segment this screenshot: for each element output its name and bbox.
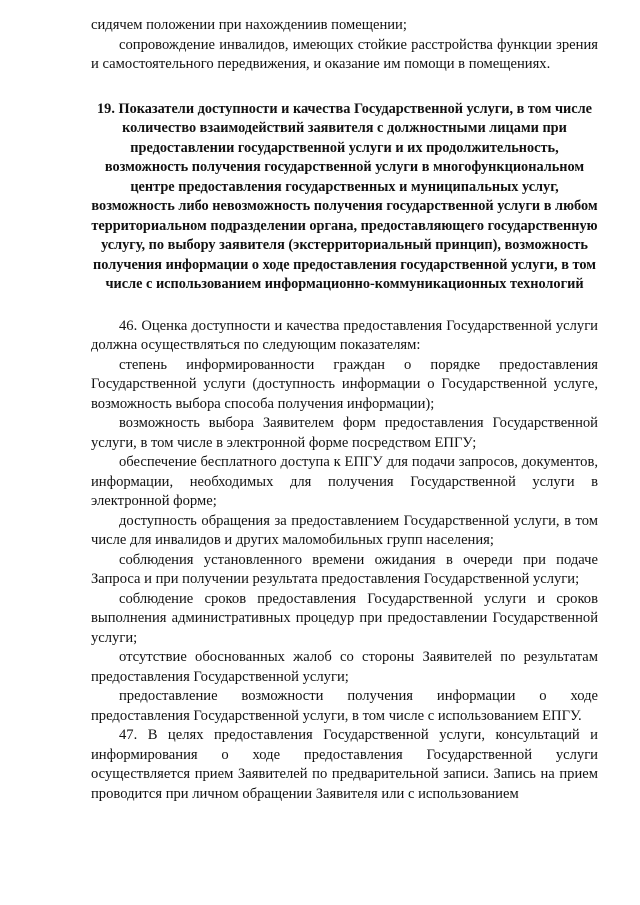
- paragraph-escort-disabled: сопровождение инвалидов, имеющих стойкие расстройства функции зрения и самостоятельного передвижения, и оказание им помощи в помещениях.: [91, 36, 598, 72]
- paragraph-seated-position: сидячем положении при нахождениив помещении;: [91, 17, 407, 33]
- section-heading-19: 19. Показатели доступности и качества Государственной услуги, в том числе количество взаимодействий заявителя с должностными лицами при предоставлении государственной услуги и их продолжительность, возможность получения государственной услуги в многофункциональном центре предоставления государственных и муниципальных услуг, возможность либо невозможность получения государственной услуги в любом территориальном подразделении органа, предоставляющего государственную услугу, по выбору заявителя (экстерриториальный принцип), возможность получения информации о ходе предоставления государственной услуги, в том числе с использованием информационно-коммуникационных технологий: [91, 100, 598, 292]
- list-item-progress-info: предоставление возможности получения информации о ходе предоставления Государственной услуги, в том числе с использованием ЕПГУ.: [91, 688, 598, 724]
- list-item-no-complaints: отсутствие обоснованных жалоб со стороны Заявителей по результатам предоставления Государственной услуги;: [91, 649, 598, 685]
- paragraph-47: 47. В целях предоставления Государственной услуги, консультаций и информирования о ходе предоставления Государственной услуги осуществляется прием Заявителей по предварительной записи. Запись на прием проводится при личном обращении Заявителя или с использованием: [91, 727, 598, 802]
- list-item-form-choice: возможность выбора Заявителем форм предоставления Государственной услуги, в том числе в электронной форме посредством ЕПГУ;: [91, 415, 598, 451]
- list-item-accessibility: доступность обращения за предоставлением Государственной услуги, в том числе для инвалидов и других маломобильных групп населения;: [91, 512, 598, 548]
- list-item-awareness: степень информированности граждан о порядке предоставления Государственной услуги (доступность информации о Государственной услуге, возможность выбора способа получения информации);: [91, 356, 598, 412]
- list-item-queue-time: соблюдения установленного времени ожидания в очереди при подаче Запроса и при получении результата предоставления Государственной услуги;: [91, 551, 598, 587]
- list-item-free-access: обеспечение бесплатного доступа к ЕПГУ для подачи запросов, документов, информации, необходимых для получения Государственной услуги в электронной форме;: [91, 454, 598, 509]
- list-item-deadlines: соблюдение сроков предоставления Государственной услуги и сроков выполнения административных процедур при предоставлении Государственной услуги;: [91, 590, 598, 646]
- paragraph-46: 46. Оценка доступности и качества предоставления Государственной услуги должна осуществляться по следующим показателям:: [91, 317, 598, 353]
